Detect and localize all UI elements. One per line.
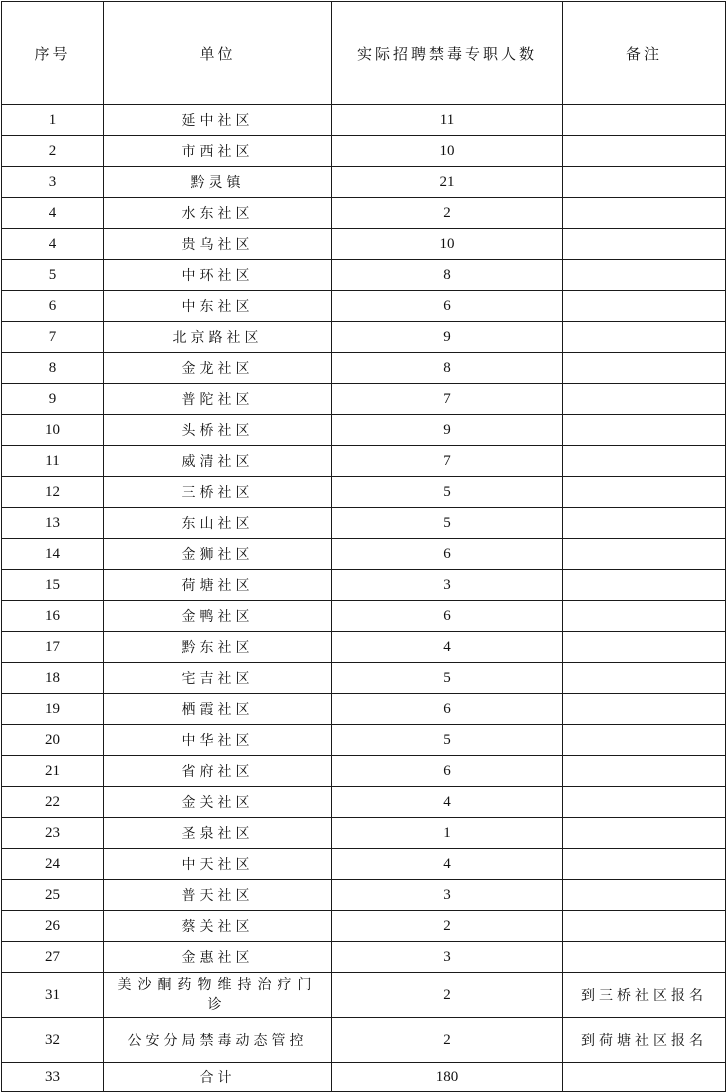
count-cell: 3 (332, 942, 563, 973)
table-row (2, 105, 726, 136)
header-count: 实际招聘禁毒专职人数 (332, 2, 563, 105)
unit-cell: 金狮社区 (104, 539, 332, 570)
seq-cell: 8 (2, 353, 104, 384)
table-row (2, 787, 726, 818)
count-cell: 7 (332, 384, 563, 415)
remark-cell (563, 384, 726, 415)
count-cell: 5 (332, 725, 563, 756)
seq-cell: 22 (2, 787, 104, 818)
seq-cell: 23 (2, 818, 104, 849)
count-cell: 7 (332, 446, 563, 477)
count-cell: 3 (332, 880, 563, 911)
remark-cell (563, 818, 726, 849)
seq-cell: 19 (2, 694, 104, 725)
table-row (2, 508, 726, 539)
count-cell: 2 (332, 198, 563, 229)
table-row (2, 663, 726, 694)
remark-cell (563, 477, 726, 508)
table-row (2, 167, 726, 198)
remark-cell (563, 694, 726, 725)
unit-cell: 市西社区 (104, 136, 332, 167)
table-row (2, 942, 726, 973)
recruitment-table (1, 1, 726, 1092)
seq-cell: 17 (2, 632, 104, 663)
table-row (2, 632, 726, 663)
unit-cell: 东山社区 (104, 508, 332, 539)
count-cell: 4 (332, 787, 563, 818)
count-cell: 8 (332, 353, 563, 384)
unit-cell: 金惠社区 (104, 942, 332, 973)
remark-cell: 到三桥社区报名 (563, 973, 726, 1018)
remark-cell (563, 849, 726, 880)
table-row (2, 725, 726, 756)
remark-cell (563, 601, 726, 632)
unit-cell: 栖霞社区 (104, 694, 332, 725)
seq-cell: 18 (2, 663, 104, 694)
remark-cell (563, 632, 726, 663)
seq-cell: 2 (2, 136, 104, 167)
seq-cell: 6 (2, 291, 104, 322)
remark-cell (563, 508, 726, 539)
table-row (2, 911, 726, 942)
count-cell: 1 (332, 818, 563, 849)
count-cell: 9 (332, 415, 563, 446)
unit-cell: 威清社区 (104, 446, 332, 477)
unit-cell: 蔡关社区 (104, 911, 332, 942)
header-seq: 序号 (2, 2, 104, 105)
unit-cell: 延中社区 (104, 105, 332, 136)
remark-cell (563, 260, 726, 291)
unit-cell: 黔灵镇 (104, 167, 332, 198)
seq-cell: 10 (2, 415, 104, 446)
seq-cell: 33 (2, 1063, 104, 1092)
table-row (2, 756, 726, 787)
seq-cell: 7 (2, 322, 104, 353)
table-row (2, 322, 726, 353)
count-cell: 5 (332, 477, 563, 508)
count-cell: 11 (332, 105, 563, 136)
seq-cell: 24 (2, 849, 104, 880)
unit-cell: 中天社区 (104, 849, 332, 880)
unit-cell: 公安分局禁毒动态管控 (104, 1018, 332, 1063)
remark-cell (563, 663, 726, 694)
seq-cell: 16 (2, 601, 104, 632)
unit-cell: 水东社区 (104, 198, 332, 229)
count-cell: 4 (332, 849, 563, 880)
unit-cell: 宅吉社区 (104, 663, 332, 694)
remark-cell (563, 353, 726, 384)
unit-cell: 美沙酮药物维持治疗门诊 (104, 973, 332, 1018)
seq-cell: 9 (2, 384, 104, 415)
remark-cell (563, 105, 726, 136)
unit-cell: 北京路社区 (104, 322, 332, 353)
unit-cell: 金龙社区 (104, 353, 332, 384)
table-row (2, 291, 726, 322)
unit-cell: 荷塘社区 (104, 570, 332, 601)
count-cell: 2 (332, 973, 563, 1018)
unit-cell: 省府社区 (104, 756, 332, 787)
seq-cell: 5 (2, 260, 104, 291)
count-cell: 10 (332, 136, 563, 167)
table-row (2, 353, 726, 384)
seq-cell: 1 (2, 105, 104, 136)
table-row (2, 694, 726, 725)
seq-cell: 12 (2, 477, 104, 508)
table-row (2, 973, 726, 1018)
unit-cell: 圣泉社区 (104, 818, 332, 849)
table-row (2, 229, 726, 260)
header-row (2, 2, 726, 105)
seq-cell: 4 (2, 229, 104, 260)
unit-cell: 普陀社区 (104, 384, 332, 415)
seq-cell: 4 (2, 198, 104, 229)
remark-cell (563, 415, 726, 446)
remark-cell (563, 198, 726, 229)
remark-cell (563, 756, 726, 787)
table-row (2, 849, 726, 880)
seq-cell: 15 (2, 570, 104, 601)
seq-cell: 11 (2, 446, 104, 477)
unit-cell: 金鸭社区 (104, 601, 332, 632)
remark-cell (563, 446, 726, 477)
remark-cell (563, 725, 726, 756)
header-remark: 备注 (563, 2, 726, 105)
count-cell: 4 (332, 632, 563, 663)
unit-cell: 中东社区 (104, 291, 332, 322)
unit-cell: 黔东社区 (104, 632, 332, 663)
unit-cell: 中环社区 (104, 260, 332, 291)
seq-cell: 20 (2, 725, 104, 756)
table-row (2, 818, 726, 849)
table-row (2, 539, 726, 570)
table-row (2, 260, 726, 291)
table-row (2, 384, 726, 415)
unit-cell: 三桥社区 (104, 477, 332, 508)
unit-cell: 头桥社区 (104, 415, 332, 446)
unit-cell: 金关社区 (104, 787, 332, 818)
unit-cell: 普天社区 (104, 880, 332, 911)
unit-cell: 贵乌社区 (104, 229, 332, 260)
count-cell: 6 (332, 291, 563, 322)
count-cell: 21 (332, 167, 563, 198)
count-cell: 8 (332, 260, 563, 291)
count-cell: 6 (332, 601, 563, 632)
remark-cell (563, 229, 726, 260)
total-count: 180 (332, 1063, 563, 1092)
seq-cell: 13 (2, 508, 104, 539)
header-unit: 单位 (104, 2, 332, 105)
remark-cell (563, 570, 726, 601)
remark-cell (563, 942, 726, 973)
remark-cell (563, 539, 726, 570)
remark-cell (563, 136, 726, 167)
count-cell: 2 (332, 1018, 563, 1063)
table-row (2, 446, 726, 477)
total-row (2, 1063, 726, 1092)
table-row (2, 136, 726, 167)
count-cell: 2 (332, 911, 563, 942)
remark-cell (563, 1063, 726, 1092)
table-row (2, 880, 726, 911)
seq-cell: 26 (2, 911, 104, 942)
table-row (2, 415, 726, 446)
table-row (2, 1018, 726, 1063)
count-cell: 3 (332, 570, 563, 601)
seq-cell: 21 (2, 756, 104, 787)
count-cell: 10 (332, 229, 563, 260)
unit-cell: 中华社区 (104, 725, 332, 756)
remark-cell (563, 167, 726, 198)
count-cell: 6 (332, 756, 563, 787)
count-cell: 5 (332, 663, 563, 694)
remark-cell (563, 880, 726, 911)
table-row (2, 570, 726, 601)
table-row (2, 477, 726, 508)
seq-cell: 3 (2, 167, 104, 198)
remark-cell (563, 291, 726, 322)
table-row (2, 601, 726, 632)
count-cell: 5 (332, 508, 563, 539)
seq-cell: 27 (2, 942, 104, 973)
seq-cell: 25 (2, 880, 104, 911)
total-label: 合计 (104, 1063, 332, 1092)
seq-cell: 14 (2, 539, 104, 570)
remark-cell (563, 911, 726, 942)
count-cell: 6 (332, 539, 563, 570)
count-cell: 9 (332, 322, 563, 353)
seq-cell: 32 (2, 1018, 104, 1063)
table-row (2, 198, 726, 229)
seq-cell: 31 (2, 973, 104, 1018)
remark-cell: 到荷塘社区报名 (563, 1018, 726, 1063)
remark-cell (563, 787, 726, 818)
remark-cell (563, 322, 726, 353)
count-cell: 6 (332, 694, 563, 725)
